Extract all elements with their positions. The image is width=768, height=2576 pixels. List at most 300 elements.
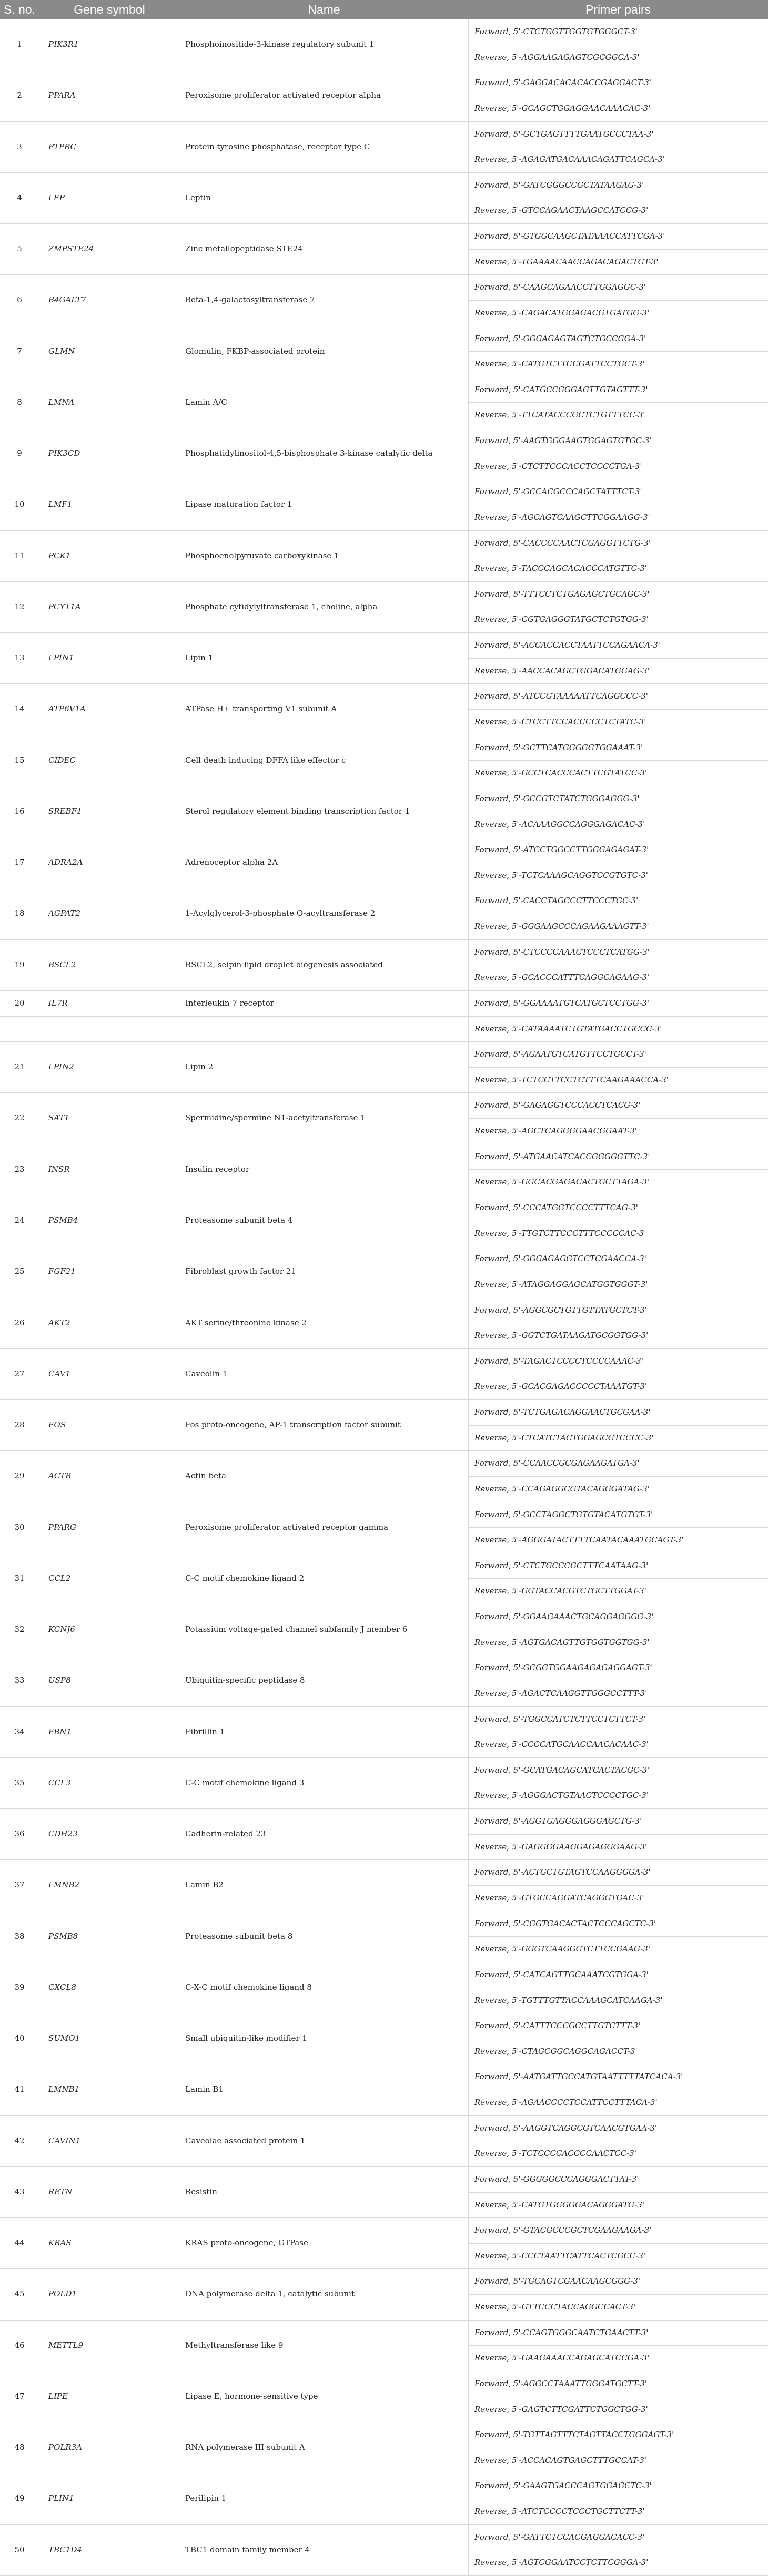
primer-first: Forward, 5'-CTCTGGTTGGTGTGGGCT-3'	[474, 27, 638, 36]
primer-divider	[468, 2192, 768, 2193]
row-sno: 24	[14, 1215, 25, 1225]
primer-first: Forward, 5'-CCCATGGTCCCCTTTCAG-3'	[474, 1202, 638, 1212]
row-sno: 29	[14, 1471, 25, 1481]
table-row	[0, 1553, 768, 1604]
row-sno: 6	[17, 295, 22, 305]
row-gene-name: Cadherin-related 23	[185, 1829, 266, 1839]
primer-second: Reverse, 5'-AGGGACTGTAACTCCCCTGC-3'	[474, 1791, 649, 1801]
table-row	[0, 2064, 768, 2115]
row-gene-symbol: LMF1	[48, 499, 73, 509]
primer-divider	[468, 2345, 768, 2346]
table-row	[0, 2013, 768, 2064]
primer-first: Forward, 5'-CAAGCAGAACCTTGGAGGC-3'	[474, 282, 646, 292]
row-gene-symbol: CCL3	[48, 1777, 71, 1787]
primer-divider	[468, 1885, 768, 1886]
primer-second: Reverse, 5'-GGTCTGATAAGATGCGGTGG-3'	[474, 1331, 649, 1341]
primer-first: Forward, 5'-GCATGACAGCATCACTACGC-3'	[474, 1765, 650, 1775]
primer-second: Reverse, 5'-ACCACAGTGAGCTTTGCCAT-3'	[474, 2455, 647, 2465]
row-gene-symbol: SUMO1	[48, 2033, 80, 2043]
primer-second: Reverse, 5'-TCTCCTTCCTCTTTCAAGAAACCA-3'	[474, 1075, 669, 1085]
row-gene-symbol: CDH23	[48, 1829, 78, 1839]
row-gene-symbol: IL7R	[48, 998, 68, 1008]
row-gene-symbol: CXCL8	[48, 1982, 76, 1992]
row-gene-name: Lamin A/C	[185, 397, 227, 407]
row-gene-name: Lipin 1	[185, 653, 214, 663]
row-gene-symbol: KRAS	[48, 2238, 72, 2248]
primer-first: Forward, 5'-GGGGGCCCAGGGACTTAT-3'	[474, 2174, 639, 2184]
primer-divider	[468, 1936, 768, 1937]
row-sno: 42	[14, 2135, 25, 2145]
row-gene-symbol: LEP	[48, 192, 65, 202]
row-gene-symbol: METTL9	[48, 2340, 84, 2350]
primer-divider	[468, 1067, 768, 1068]
row-gene-name: Cell death inducing DFFA like effector c	[185, 755, 346, 765]
row-gene-symbol: SREBF1	[48, 806, 82, 816]
row-sno: 18	[14, 908, 25, 918]
primer-first: Forward, 5'-ATCCGTAAAAATTCAGGCCC-3'	[474, 691, 648, 701]
row-sno: 31	[14, 1573, 25, 1583]
primer-second: Reverse, 5'-GGGAAGCCCAGAAGAAAGTT-3'	[474, 922, 649, 932]
table-row	[0, 2422, 768, 2473]
row-gene-symbol: CCL2	[48, 1573, 71, 1583]
primer-second: Reverse, 5'-AGGAAGAGAGTCGCGGCA-3'	[474, 52, 640, 62]
primer-first: Forward, 5'-GCTTCATGGGGGTGGAAAT-3'	[474, 742, 643, 752]
primer-divider	[468, 1476, 768, 1477]
header-sno: S. no.	[3, 3, 36, 16]
primer-divider	[468, 658, 768, 659]
primer-first: Forward, 5'-GCGGTGGAAGAGAGAGGAGT-3'	[474, 1663, 652, 1673]
row-gene-name: Spermidine/spermine N1-acetyltransferase 1	[185, 1113, 366, 1123]
row-sno: 7	[17, 346, 22, 356]
row-gene-name: Insulin receptor	[185, 1164, 250, 1174]
table-row	[0, 479, 768, 530]
primer-first: Forward, 5'-GCTGAGTTTTGAATGCCCTAA-3'	[474, 129, 654, 139]
row-sno: 45	[14, 2289, 25, 2299]
row-gene-name: Proteasome subunit beta 4	[185, 1215, 293, 1225]
row-sno: 41	[14, 2084, 25, 2094]
row-gene-symbol: PPARG	[48, 1522, 76, 1532]
primer-second: Reverse, 5'-GTTCCCTACCAGGCCACT-3'	[474, 2302, 636, 2312]
primer-second: Reverse, 5'-AGGGATACTTTTCAATACAAATGCAGT-3'	[474, 1535, 684, 1545]
table-row	[0, 377, 768, 428]
primer-first: Forward, 5'-CGGTGACACTACTCCCAGCTC-3'	[474, 1918, 656, 1928]
table-row	[0, 1604, 768, 1655]
primer-divider	[468, 2294, 768, 2295]
row-gene-name: Small ubiquitin-like modifier 1	[185, 2033, 307, 2043]
row-gene-symbol: PLIN1	[48, 2493, 74, 2503]
primer-divider	[468, 351, 768, 352]
primer-first: Forward, 5'-AGGTGAGGGAGGGAGCTG-3'	[474, 1816, 642, 1826]
row-gene-symbol: LPIN1	[48, 653, 74, 663]
row-gene-name: Lamin B2	[185, 1880, 224, 1890]
primer-second: Reverse, 5'-GAAGAAACCAGAGCATCCGA-3'	[474, 2353, 650, 2363]
row-gene-name: Phosphoinositide-3-kinase regulatory subunit 1	[185, 39, 375, 49]
row-sno: 28	[14, 1420, 25, 1430]
row-gene-symbol: PSMB4	[48, 1215, 78, 1225]
row-gene-name: C-C motif chemokine ligand 2	[185, 1573, 305, 1583]
row-gene-symbol: ZMPSTE24	[48, 244, 94, 254]
row-sno: 48	[14, 2442, 25, 2452]
primer-second: Reverse, 5'-CGTGAGGGTATGCTCTGTGG-3'	[474, 615, 649, 625]
row-gene-symbol: ACTB	[48, 1471, 72, 1481]
row-sno: 34	[14, 1726, 25, 1736]
row-sno: 5	[17, 244, 22, 254]
row-sno: 38	[14, 1931, 25, 1941]
row-gene-name: Lipase maturation factor 1	[185, 499, 292, 509]
table-row	[0, 1348, 768, 1400]
primer-second: Reverse, 5'-AGAACCCCTCCATTCCTTTACA-3'	[474, 2098, 658, 2108]
primer-first: Forward, 5'-GATCGGGCCGCTATAAGAG-3'	[474, 180, 644, 190]
header-primer-pairs: Primer pairs	[585, 3, 651, 16]
table-row	[0, 1195, 768, 1246]
row-sno	[0, 1016, 39, 1042]
table-row	[0, 632, 768, 684]
primer-second: Reverse, 5'-CAGACATGGAGACGTGATGG-3'	[474, 308, 650, 318]
row-sno: 14	[14, 704, 25, 714]
row-gene-name: Lamin B1	[185, 2084, 224, 2094]
row-sno: 49	[14, 2493, 25, 2503]
primer-second: Reverse, 5'-GGTACCACGTCTGCTTGGAT-3'	[474, 1586, 646, 1596]
row-gene-symbol: POLD1	[48, 2289, 77, 2299]
table-row	[0, 1144, 768, 1195]
primer-first: Forward, 5'-CATGCCGGGAGTTGTAGTTT-3'	[474, 384, 648, 394]
primer-second: Reverse, 5'-GAGTCTTCGATTCTGGCTGG-3'	[474, 2404, 648, 2414]
primer-first: Forward, 5'-CTCCCCAAACTCCCTCATGG-3'	[474, 947, 650, 957]
primer-first: Forward, 5'-CACCCCAACTCGAGGTTCTG-3'	[474, 538, 651, 548]
primer-second: Reverse, 5'-AGTCGGAATCCTCTTCGGGA-3'	[474, 2558, 649, 2568]
primer-first: Forward, 5'-ACCACCACCTAATTCCAGAACA-3'	[474, 640, 660, 650]
row-sno: 22	[14, 1113, 25, 1123]
row-gene-symbol: FOS	[48, 1420, 66, 1430]
row-gene-name: Lipin 2	[185, 1062, 214, 1072]
table-row	[0, 1962, 768, 2013]
header-gene-symbol: Gene symbol	[74, 3, 145, 16]
row-gene-symbol: RETN	[48, 2186, 73, 2196]
primer-first: Forward, 5'-TCTGAGACAGGAACTGCGAA-3'	[474, 1407, 651, 1417]
row-gene-symbol: CIDEC	[48, 755, 76, 765]
row-gene-name: Caveolin 1	[185, 1368, 228, 1378]
primer-second: Reverse, 5'-TCTCAAAGCAGGTCCGTGTC-3'	[474, 870, 648, 880]
table-row	[0, 223, 768, 275]
primer-divider	[468, 1834, 768, 1835]
table-row	[0, 1399, 768, 1451]
primer-second: Reverse, 5'-CTCATCTACTGGAGCGTCCCC-3'	[474, 1433, 654, 1443]
primer-first: Reverse, 5'-CATAAAATCTGTATGACCTGCCC-3'	[474, 1024, 662, 1034]
row-gene-symbol: AGPAT2	[48, 908, 81, 918]
row-gene-symbol: USP8	[48, 1675, 71, 1685]
table-row	[0, 2217, 768, 2269]
primer-first: Forward, 5'-TTTCCTCTGAGAGCTGCAGC-3'	[474, 589, 650, 599]
row-sno: 20	[14, 998, 25, 1008]
row-gene-name: Proteasome subunit beta 8	[185, 1931, 293, 1941]
table-row	[0, 939, 768, 991]
primer-first: Forward, 5'-GGAAAATGTCATGCTCCTGG-3'	[474, 998, 649, 1008]
row-sno: 8	[17, 397, 22, 407]
table-row	[0, 1757, 768, 1809]
primer-first: Forward, 5'-CATTTCCCGCCTTGTCTTT-3'	[474, 2021, 641, 2031]
primer-second: Reverse, 5'-GTGCCAGGATCAGGGTGAC-3'	[474, 1893, 644, 1903]
table-row	[0, 1246, 768, 1297]
row-gene-symbol: POLR3A	[48, 2442, 83, 2452]
row-gene-name: DNA polymerase delta 1, catalytic subunit	[185, 2289, 355, 2299]
row-sno: 4	[17, 192, 22, 202]
primer-second: Reverse, 5'-AGACTCAAGGTTGGGCCTTT-3'	[474, 1688, 648, 1698]
row-gene-symbol: LPIN2	[48, 1062, 74, 1072]
primer-second: Reverse, 5'-TTCATACCCGCTCTGTTTCC-3'	[474, 410, 645, 420]
row-sno: 9	[17, 448, 22, 458]
row-sno: 39	[14, 1982, 25, 1992]
primer-first: Forward, 5'-ACTGCTGTAGTCCAAGGGGA-3'	[474, 1867, 651, 1877]
row-gene-name: C-X-C motif chemokine ligand 8	[185, 1982, 312, 1992]
row-gene-name: Sterol regulatory element binding transcription factor 1	[185, 806, 410, 816]
row-sno: 23	[14, 1164, 25, 1174]
primer-second: Reverse, 5'-TCTCCCCACCCCAACTCC-3'	[474, 2149, 636, 2159]
row-gene-name: Resistin	[185, 2186, 217, 2196]
row-sno: 36	[14, 1829, 25, 1839]
primer-first: Forward, 5'-AATGATTGCCATGTAATTTTTATCACA-3'	[474, 2072, 683, 2082]
row-gene-symbol: B4GALT7	[48, 295, 86, 305]
primer-first: Forward, 5'-AGGCGCTGTTGTTATGCTCT-3'	[474, 1305, 647, 1315]
table-row	[0, 326, 768, 377]
table-row	[0, 1502, 768, 1553]
primer-divider	[468, 1425, 768, 1426]
table-row	[0, 2166, 768, 2218]
table-row	[0, 2524, 768, 2576]
row-gene-symbol: CAV1	[48, 1368, 70, 1378]
row-sno: 40	[14, 2033, 25, 2043]
row-gene-symbol: ADRA2A	[48, 857, 83, 867]
row-gene-name: ATPase H+ transporting V1 subunit A	[185, 704, 337, 714]
table-row	[0, 2320, 768, 2371]
row-gene-name: Interleukin 7 receptor	[185, 998, 274, 1008]
primer-first: Forward, 5'-ATGAACATCACCGGGGGTTC-3'	[474, 1151, 650, 1161]
row-sno: 1	[17, 39, 22, 49]
primer-first: Forward, 5'-GAGGACACACACCGAGGACT-3'	[474, 78, 652, 88]
row-gene-name: 1-Acylglycerol-3-phosphate O-acyltransferase 2	[185, 908, 376, 918]
row-sno: 35	[14, 1777, 25, 1787]
row-sno: 17	[14, 857, 25, 867]
table-row	[0, 1297, 768, 1349]
table-row	[0, 2115, 768, 2167]
primer-second: Reverse, 5'-AGCAGTCAAGCTTCGGAAGG-3'	[474, 512, 650, 522]
primer-divider	[468, 300, 768, 301]
row-gene-symbol: PSMB8	[48, 1931, 78, 1941]
row-sno: 13	[14, 653, 25, 663]
primer-second: Reverse, 5'-GCCTCACCCACTTCGTATCC-3'	[474, 768, 648, 778]
row-gene-name: Protein tyrosine phosphatase, receptor type C	[185, 141, 370, 151]
primer-second: Reverse, 5'-CATGTGGGGGACAGGGATG-3'	[474, 2200, 645, 2210]
row-sno: 21	[14, 1062, 25, 1072]
table-header	[0, 0, 768, 19]
row-gene-name: Leptin	[185, 192, 211, 202]
primer-first: Forward, 5'-AGGCCTAAATTGGGATGCTT-3'	[474, 2378, 648, 2388]
row-gene-name: Caveolae associated protein 1	[185, 2135, 306, 2145]
primer-divider	[468, 1169, 768, 1170]
row-gene-name: Glomulin, FKBP-associated protein	[185, 346, 325, 356]
primer-second: Reverse, 5'-CATGTCTTCCGATTCCTGCT-3'	[474, 359, 645, 369]
primer-second: Reverse, 5'-GCACCCATTTCAGGCAGAAG-3'	[474, 973, 650, 983]
primer-first: Forward, 5'-GTACGCCCGCTCGAAGAAGA-3'	[474, 2225, 652, 2235]
row-gene-symbol: FGF21	[48, 1266, 76, 1276]
row-gene-name: BSCL2, seipin lipid droplet biogenesis associated	[185, 959, 383, 969]
row-gene-symbol: ATP6V1A	[48, 704, 86, 714]
primer-second: Reverse, 5'-TACCCAGCACACCCATGTTC-3'	[474, 564, 647, 574]
table-row	[0, 683, 768, 735]
row-gene-name: Fibroblast growth factor 21	[185, 1266, 296, 1276]
row-gene-name: Fos proto-oncogene, AP-1 transcription factor subunit	[185, 1420, 401, 1430]
primer-second: Reverse, 5'-AGCTCAGGGGAACGGAAT-3'	[474, 1126, 637, 1136]
row-gene-symbol: GLMN	[48, 346, 75, 356]
table-row	[0, 837, 768, 888]
primer-first: Forward, 5'-GGGAGAGGTCCTCGAACCA-3'	[474, 1254, 646, 1264]
row-sno: 27	[14, 1368, 25, 1378]
table-row	[0, 1859, 768, 1911]
table-row	[0, 2371, 768, 2422]
primer-second: Reverse, 5'-ACAAAGGCCAGGGAGACAC-3'	[474, 819, 645, 829]
primer-second: Reverse, 5'-GCAGCTGGAGGAACAAACAC-3'	[474, 103, 651, 113]
primer-second: Reverse, 5'-CTCTTCCCACCTCCCCTGA-3'	[474, 461, 642, 471]
primer-second: Reverse, 5'-AGTGACAGTTGTGGTGGTGG-3'	[474, 1637, 650, 1647]
primer-first: Forward, 5'-GCCACGCCCAGCTATTTCT-3'	[474, 487, 642, 497]
primer-divider	[468, 1578, 768, 1579]
row-gene-name: Methyltransferase like 9	[185, 2340, 284, 2350]
table-row	[0, 1706, 768, 1758]
table-row	[0, 786, 768, 837]
primer-first: Forward, 5'-CCAGTGGGCAATCTGAACTT-3'	[474, 2327, 649, 2337]
table-row	[0, 735, 768, 786]
primer-second: Reverse, 5'-CCAGAGGCGTACAGGGATAG-3'	[474, 1484, 650, 1494]
row-sno: 11	[14, 550, 25, 560]
row-gene-symbol: LMNB1	[48, 2084, 80, 2094]
table-row	[0, 1808, 768, 1860]
primer-second: Reverse, 5'-CCCTAATTCATTCACTCGCC-3'	[474, 2251, 646, 2261]
row-gene-symbol: CAVIN1	[48, 2135, 80, 2145]
primer-first: Forward, 5'-TAGACTCCCCTCCCCAAAC-3'	[474, 1356, 643, 1366]
row-gene-name: Lipase E, hormone-sensitive type	[185, 2391, 318, 2401]
table-row	[0, 121, 768, 173]
primer-first: Forward, 5'-TGGCCATCTCTTCCTCTTCT-3'	[474, 1714, 646, 1724]
table-row	[0, 428, 768, 479]
primer-first: Forward, 5'-ATCCTGGCCTTGGGAGAGAT-3'	[474, 845, 649, 855]
table-row	[0, 2473, 768, 2524]
row-gene-name: TBC1 domain family member 4	[185, 2544, 310, 2554]
row-gene-symbol: LIPE	[48, 2391, 68, 2401]
row-sno: 30	[14, 1522, 25, 1532]
primer-first: Forward, 5'-GAGAGGTCCCACCTCACG-3'	[474, 1100, 641, 1110]
row-gene-name: Fibrillin 1	[185, 1726, 225, 1736]
primer-first: Forward, 5'-GATTCTCCACGAGGACACC-3'	[474, 2532, 645, 2542]
row-sno: 44	[14, 2238, 25, 2248]
primer-second: Reverse, 5'-GGGTCAAGGGTCTTCCGAAG-3'	[474, 1944, 650, 1954]
primer-second: Reverse, 5'-AACCACAGCTGGACATGGAG-3'	[474, 666, 650, 676]
primer-first: Forward, 5'-CATCAGTTGCAAATCGTGGA-3'	[474, 1969, 649, 1979]
row-sno: 25	[14, 1266, 25, 1276]
primer-second: Reverse, 5'-GTCCAGAACTAAGCCATCCG-3'	[474, 206, 649, 216]
primer-second: Reverse, 5'-TGTTTGTTACCAAAGCATCAAGA-3'	[474, 1995, 663, 2005]
primer-divider	[468, 249, 768, 250]
row-gene-symbol: KCNJ6	[48, 1624, 75, 1634]
row-sno: 10	[14, 499, 25, 509]
primer-second: Reverse, 5'-ATCTCCCCTCCCTGCTTCTT-3'	[474, 2507, 645, 2517]
row-gene-symbol: AKT2	[48, 1317, 70, 1327]
row-gene-symbol: TBC1D4	[48, 2544, 82, 2554]
primer-first: Forward, 5'-CCAACCGCGAGAAGATGA-3'	[474, 1458, 640, 1468]
primer-first: Forward, 5'-GGGAGAGTAGTCTGCCGGA-3'	[474, 333, 646, 343]
row-sno: 46	[14, 2340, 25, 2350]
row-sno: 37	[14, 1880, 25, 1890]
table-row	[0, 1016, 768, 1042]
row-gene-symbol: LMNB2	[48, 1880, 80, 1890]
row-gene-symbol: LMNA	[48, 397, 75, 407]
row-gene-name: Adrenoceptor alpha 2A	[185, 857, 278, 867]
row-sno: 3	[17, 141, 22, 151]
row-gene-symbol: PCYT1A	[48, 601, 81, 611]
row-gene-name: Ubiquitin-specific peptidase 8	[185, 1675, 305, 1685]
table-row	[0, 990, 768, 1017]
primer-divider	[468, 1527, 768, 1528]
primer-second: Reverse, 5'-CCCCATGCAACCAACACAAC-3'	[474, 1740, 649, 1750]
row-sno: 12	[14, 601, 25, 611]
primer-first: Forward, 5'-AAGTGGGAAGTGGAGTGTGC-3'	[474, 436, 652, 446]
table-row	[0, 888, 768, 939]
row-gene-name: Peroxisome proliferator activated receptor alpha	[185, 90, 381, 100]
row-sno: 50	[14, 2544, 25, 2554]
row-gene-symbol: PIK3R1	[48, 39, 79, 49]
table-row	[0, 19, 768, 70]
primer-second: Reverse, 5'-TGAAAACAACCAGACAGACTGT-3'	[474, 257, 659, 267]
primer-first: Forward, 5'-CACCTAGCCCTTCCCTGC-3'	[474, 896, 639, 906]
row-gene-symbol: INSR	[48, 1164, 70, 1174]
table-row	[0, 1911, 768, 1962]
row-sno: 2	[17, 90, 22, 100]
table-row	[0, 1655, 768, 1706]
primer-first: Forward, 5'-AAGGTCAGGCGTCAACGTGAA-3'	[474, 2123, 657, 2133]
table-row	[0, 274, 768, 326]
primer-divider	[468, 402, 768, 403]
row-gene-name: Potassium voltage-gated channel subfamily J member 6	[185, 1624, 408, 1634]
primer-first: Forward, 5'-TGCAGTCGAACAAGCGGG-3'	[474, 2276, 641, 2286]
row-gene-name: Zinc metallopeptidase STE24	[185, 244, 303, 254]
table-row	[0, 1041, 768, 1093]
row-sno: 32	[14, 1624, 25, 1634]
table-row	[0, 2268, 768, 2320]
primer-second: Reverse, 5'-AGAGATGACAAACAGATTCAGCA-3'	[474, 155, 665, 165]
primer-first: Forward, 5'-GCCTAGGCTGTGTACATGTGT-3'	[474, 1509, 653, 1519]
row-gene-name: RNA polymerase III subunit A	[185, 2442, 305, 2452]
row-gene-name: Phosphate cytidylyltransferase 1, choline, alpha	[185, 601, 378, 611]
table-row	[0, 172, 768, 224]
primer-second: Reverse, 5'-CTCCTTCCACCCCCTCTATC-3'	[474, 717, 646, 727]
row-sno: 19	[14, 959, 25, 969]
primer-first: Forward, 5'-GCCGTCTATCTGGGAGGG-3'	[474, 793, 640, 803]
primer-divider	[468, 760, 768, 761]
row-gene-name: KRAS proto-oncogene, GTPase	[185, 2238, 308, 2248]
primer-divider	[468, 2243, 768, 2244]
primer-second: Reverse, 5'-GAGGGGAAGGAGAGGGAAG-3'	[474, 1842, 648, 1852]
row-gene-name: AKT serine/threonine kinase 2	[185, 1317, 307, 1327]
row-gene-symbol: PIK3CD	[48, 448, 80, 458]
row-gene-symbol: PPARA	[48, 90, 76, 100]
table-row	[0, 70, 768, 121]
column-divider	[468, 19, 469, 2575]
primer-first: Forward, 5'-GTGGCAAGCTATAAACCATTCGA-3'	[474, 231, 665, 241]
row-sno: 43	[14, 2186, 25, 2196]
row-gene-name: C-C motif chemokine ligand 3	[185, 1777, 305, 1787]
primer-first: Forward, 5'-GGAAGAAACTGCAGGAGGGG-3'	[474, 1612, 654, 1622]
row-gene-name	[180, 1016, 468, 1042]
primer-first: Forward, 5'-AGAATGTCATGTTCCTGCCT-3'	[474, 1049, 646, 1059]
row-sno: 16	[14, 806, 25, 816]
